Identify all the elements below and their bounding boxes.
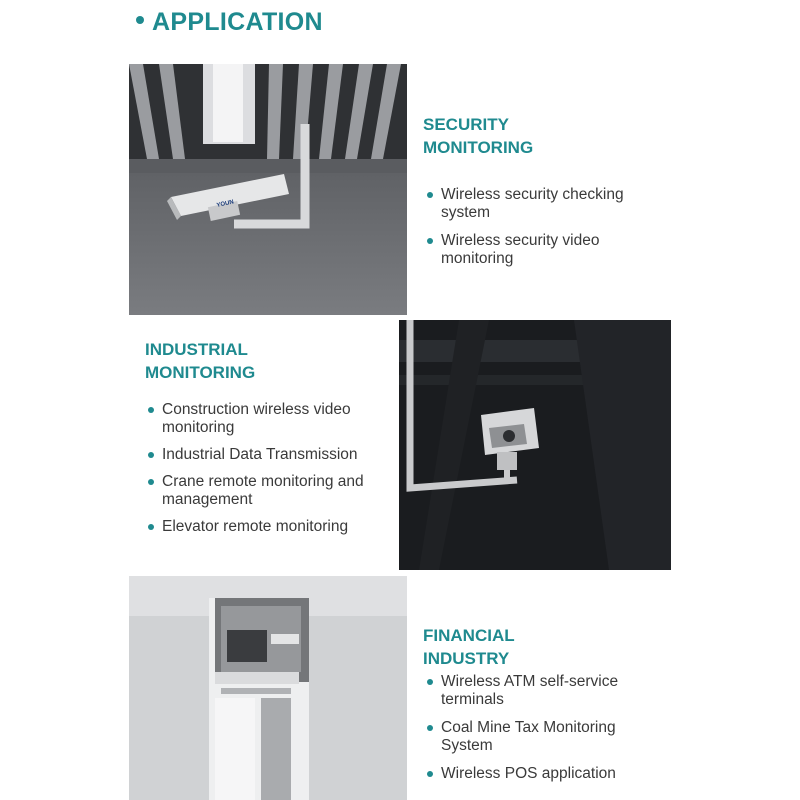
list-item: Industrial Data Transmission: [148, 446, 378, 464]
list-item: Coal Mine Tax Monitoring System: [427, 719, 657, 755]
list-item: Wireless POS application: [427, 765, 657, 783]
industrial-camera-photo: [399, 320, 671, 570]
list-item: Crane remote monitoring and management: [148, 473, 378, 509]
industrial-list: [148, 401, 378, 545]
security-list: [427, 186, 657, 278]
security-heading: SECURITY MONITORING: [423, 115, 534, 157]
atm-photo: [129, 576, 407, 800]
industrial-heading: INDUSTRIAL MONITORING: [145, 340, 256, 382]
list-item: Construction wireless video monitoring: [148, 401, 378, 437]
title-bullet-icon: [136, 16, 144, 24]
page-title: [136, 8, 323, 37]
financial-list: [427, 673, 657, 793]
financial-heading: FINANCIAL INDUSTRY: [423, 626, 515, 668]
list-item: Wireless security video monitoring: [427, 232, 657, 268]
camera-brand-label: YOUN: [216, 199, 235, 209]
page-title-text: APPLICATION: [152, 8, 323, 36]
list-item: Wireless ATM self-service terminals: [427, 673, 657, 709]
list-item: Wireless security checking system: [427, 186, 657, 222]
security-camera-photo: [129, 64, 407, 315]
list-item: Elevator remote monitoring: [148, 518, 378, 536]
